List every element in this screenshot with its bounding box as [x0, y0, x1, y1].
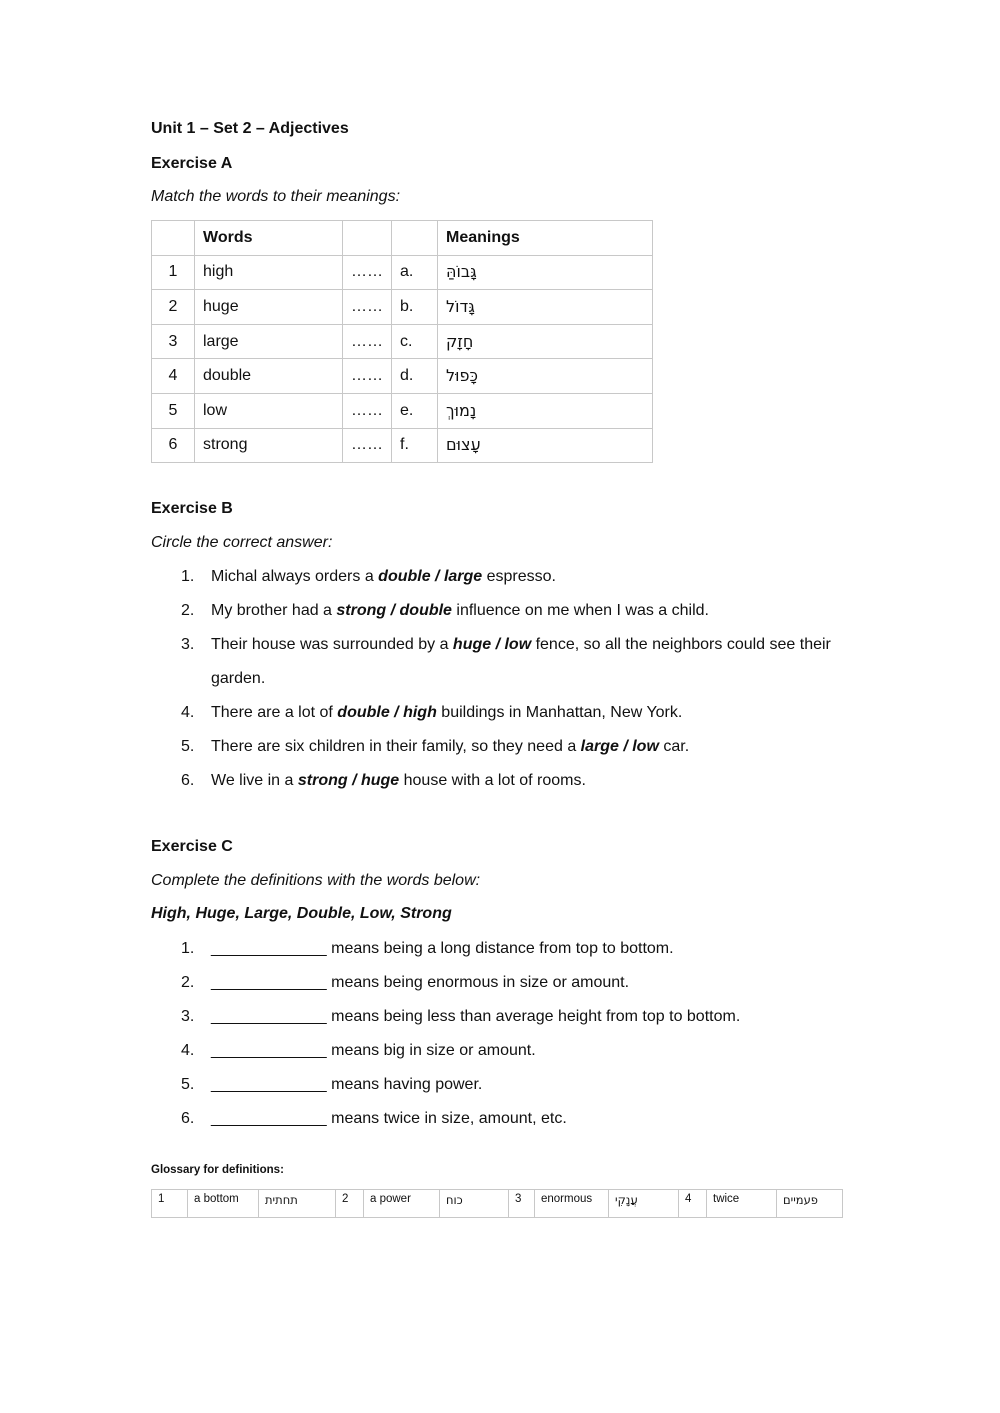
row-letter: c.	[392, 324, 438, 359]
exercise-b-heading: Exercise B	[151, 500, 233, 517]
row-letter: f.	[392, 428, 438, 463]
exercise-b-instruction: Circle the correct answer:	[151, 534, 333, 551]
row-word: large	[195, 324, 343, 359]
list-item: 1. _____________ means being a long distance from top to bottom.	[181, 940, 674, 957]
table-row	[152, 290, 653, 325]
row-number: 6	[152, 428, 195, 463]
glossary-number: 2	[336, 1190, 364, 1218]
list-item: 4. There are a lot of double / high buildings in Manhattan, New York.	[181, 704, 683, 721]
glossary-term: a bottom	[188, 1190, 259, 1218]
glossary-title: Glossary for definitions:	[151, 1164, 284, 1176]
table-row	[152, 324, 653, 359]
exercise-c-list	[151, 932, 851, 1136]
table-row	[152, 428, 653, 463]
glossary-row	[152, 1190, 843, 1218]
glossary-number: 3	[509, 1190, 535, 1218]
fill-in-blank[interactable]: _____________	[211, 1008, 327, 1025]
answer-options[interactable]: strong / huge	[297, 772, 400, 789]
row-meaning: גָּבוֹהַּ	[446, 262, 477, 282]
row-meaning: עָצוּם	[446, 435, 481, 455]
answer-options[interactable]: large / low	[580, 738, 659, 755]
row-letter: e.	[392, 393, 438, 428]
row-meaning: נָמוּךְ	[446, 400, 477, 420]
glossary-translation: כוח	[446, 1193, 463, 1207]
answer-options[interactable]: huge / low	[452, 636, 532, 653]
list-item: 6. We live in a strong / huge house with a lot of rooms.	[181, 772, 586, 789]
glossary-term: a power	[364, 1190, 440, 1218]
row-number: 5	[152, 393, 195, 428]
row-letter: b.	[392, 290, 438, 325]
list-item: 4. _____________ means big in size or amount.	[181, 1042, 536, 1059]
fill-in-blank[interactable]: _____________	[211, 1076, 327, 1093]
table-row	[152, 359, 653, 394]
row-meaning: גָּדוֹל	[446, 296, 475, 316]
fill-in-blank[interactable]: _____________	[211, 1110, 327, 1127]
list-item: 2. _____________ means being enormous in size or amount.	[181, 974, 630, 991]
glossary-number: 4	[679, 1190, 707, 1218]
page-title: Unit 1 – Set 2 – Adjectives	[151, 120, 349, 137]
glossary-translation: פעמיים	[783, 1193, 818, 1207]
row-word: low	[195, 393, 343, 428]
list-item: 3. Their house was surrounded by a huge / low fence, so all the neighbors could see their garden.	[181, 636, 831, 687]
list-item: 5. _____________ means having power.	[181, 1076, 483, 1093]
fill-in-blank[interactable]: _____________	[211, 940, 327, 957]
row-meaning: חָזָק	[446, 331, 474, 351]
answer-options[interactable]: double / large	[378, 568, 483, 585]
list-item: 6. _____________ means twice in size, amount, etc.	[181, 1110, 567, 1127]
answer-blank: ……	[343, 428, 392, 463]
answer-blank: ……	[343, 290, 392, 325]
row-number: 2	[152, 290, 195, 325]
exercise-b-list	[151, 560, 851, 798]
fill-in-blank[interactable]: _____________	[211, 974, 327, 991]
glossary-number: 1	[152, 1190, 188, 1218]
row-meaning: כָּפוּל	[446, 366, 478, 386]
list-item: 2. My brother had a strong / double influence on me when I was a child.	[181, 602, 709, 619]
row-word: double	[195, 359, 343, 394]
answer-blank: ……	[343, 255, 392, 290]
row-word: strong	[195, 428, 343, 463]
word-bank: High, Huge, Large, Double, Low, Strong	[151, 905, 452, 922]
table-row	[152, 393, 653, 428]
answer-blank: ……	[343, 324, 392, 359]
words-header: Words	[195, 221, 343, 256]
answer-options[interactable]: double / high	[337, 704, 437, 721]
answer-blank: ……	[343, 393, 392, 428]
table-header-row	[152, 221, 653, 256]
fill-in-blank[interactable]: _____________	[211, 1042, 327, 1059]
exercise-c-heading: Exercise C	[151, 838, 233, 855]
meanings-header: Meanings	[438, 221, 653, 256]
row-letter: a.	[392, 255, 438, 290]
answer-blank: ……	[343, 359, 392, 394]
row-letter: d.	[392, 359, 438, 394]
glossary-translation: תחתית	[265, 1193, 298, 1207]
exercise-a-heading: Exercise A	[151, 155, 233, 172]
row-word: huge	[195, 290, 343, 325]
row-number: 4	[152, 359, 195, 394]
glossary-translation: עֲנָקִי	[615, 1193, 638, 1207]
row-number: 3	[152, 324, 195, 359]
row-word: high	[195, 255, 343, 290]
exercise-a-instruction: Match the words to their meanings:	[151, 188, 401, 205]
list-item: 3. _____________ means being less than average height from top to bottom.	[181, 1008, 741, 1025]
exercise-c-instruction: Complete the definitions with the words below:	[151, 872, 481, 889]
glossary-table	[151, 1189, 843, 1218]
glossary-term: twice	[707, 1190, 777, 1218]
row-number: 1	[152, 255, 195, 290]
table-row	[152, 255, 653, 290]
glossary-term: enormous	[535, 1190, 609, 1218]
list-item: 1. Michal always orders a double / large espresso.	[181, 568, 556, 585]
matching-table	[151, 220, 653, 463]
list-item: 5. There are six children in their family, so they need a large / low car.	[181, 738, 690, 755]
answer-options[interactable]: strong / double	[336, 602, 452, 619]
